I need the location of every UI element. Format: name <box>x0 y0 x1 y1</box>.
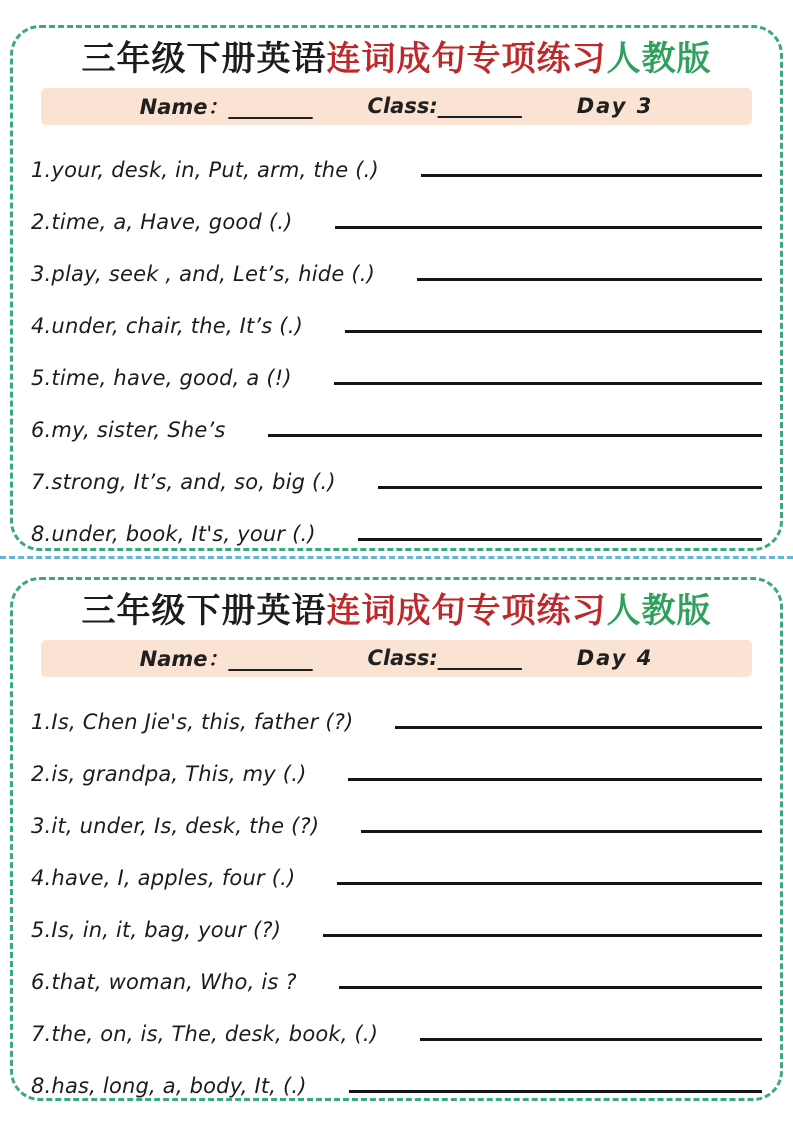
exercise-text: 1.Is, Chen Jie's, this, father (?) <box>31 709 354 734</box>
exercise-row <box>31 444 762 496</box>
exercise-row <box>31 840 762 892</box>
exercise-row <box>31 236 762 288</box>
exercise-text: 2.time, a, Have, good (.) <box>31 209 293 234</box>
answer-blank-line <box>395 726 762 729</box>
answer-blank-line <box>421 174 762 177</box>
exercise-row <box>31 496 762 548</box>
title-topic-part: 连词成句专项练习 <box>326 591 607 631</box>
answer-blank-line <box>348 778 762 781</box>
cut-line-separator <box>0 556 793 559</box>
exercise-row <box>31 132 762 184</box>
name-label: Name：________ <box>139 95 313 119</box>
title-topic-part: 连词成句专项练习 <box>326 39 607 79</box>
day-label: Day 3 <box>576 94 654 118</box>
answer-blank-line <box>339 986 762 989</box>
answer-blank-line <box>334 382 762 385</box>
panel-title <box>31 590 762 633</box>
name-class-day-bar <box>41 640 752 677</box>
exercise-text: 5.Is, in, it, bag, your (?) <box>31 917 282 942</box>
answer-blank-line <box>420 1038 762 1041</box>
answer-blank-line <box>417 278 762 281</box>
title-grade-part: 三年级下册英语 <box>81 39 327 79</box>
answer-blank-line <box>358 538 762 541</box>
exercise-text: 6.my, sister, She’s <box>31 417 226 442</box>
answer-blank-line <box>349 1090 762 1093</box>
answer-blank-line <box>378 486 762 489</box>
exercise-text: 8.has, long, a, body, It, (.) <box>31 1073 307 1098</box>
exercise-text: 3.it, under, Is, desk, the (?) <box>31 813 320 838</box>
answer-blank-line <box>345 330 762 333</box>
worksheet-panel-day4 <box>10 577 783 1101</box>
exercise-text: 4.have, I, apples, four (.) <box>31 865 296 890</box>
worksheet-panel-day3 <box>10 25 783 551</box>
title-edition-part: 人教版 <box>606 591 712 631</box>
exercise-row <box>31 996 762 1048</box>
exercise-text: 1.your, desk, in, Put, arm, the (.) <box>31 157 379 182</box>
exercise-row <box>31 684 762 736</box>
exercise-text: 7.the, on, is, The, desk, book, (.) <box>31 1021 379 1046</box>
exercise-row <box>31 184 762 236</box>
exercise-text: 2.is, grandpa, This, my (.) <box>31 761 307 786</box>
panel-title <box>31 38 762 81</box>
title-grade-part: 三年级下册英语 <box>81 591 327 631</box>
class-label: Class:________ <box>367 646 522 670</box>
exercise-text: 6.that, woman, Who, is ? <box>31 969 297 994</box>
exercise-row <box>31 788 762 840</box>
exercise-text: 8.under, book, It's, your (.) <box>31 521 316 546</box>
name-class-day-bar <box>41 88 752 125</box>
answer-blank-line <box>337 882 762 885</box>
exercise-row <box>31 736 762 788</box>
answer-blank-line <box>361 830 762 833</box>
exercise-text: 4.under, chair, the, It’s (.) <box>31 313 303 338</box>
exercise-row <box>31 1048 762 1100</box>
name-label: Name：________ <box>139 647 313 671</box>
exercise-list <box>31 132 762 548</box>
exercise-row <box>31 392 762 444</box>
exercise-list <box>31 684 762 1100</box>
title-edition-part: 人教版 <box>606 39 712 79</box>
exercise-text: 3.play, seek , and, Let’s, hide (.) <box>31 261 375 286</box>
class-label: Class:________ <box>367 94 522 118</box>
exercise-row <box>31 892 762 944</box>
exercise-row <box>31 288 762 340</box>
exercise-row <box>31 340 762 392</box>
answer-blank-line <box>323 934 762 937</box>
exercise-text: 7.strong, It’s, and, so, big (.) <box>31 469 336 494</box>
answer-blank-line <box>335 226 762 229</box>
exercise-text: 5.time, have, good, a (!) <box>31 365 292 390</box>
day-label: Day 4 <box>576 646 654 670</box>
answer-blank-line <box>268 434 762 437</box>
exercise-row <box>31 944 762 996</box>
